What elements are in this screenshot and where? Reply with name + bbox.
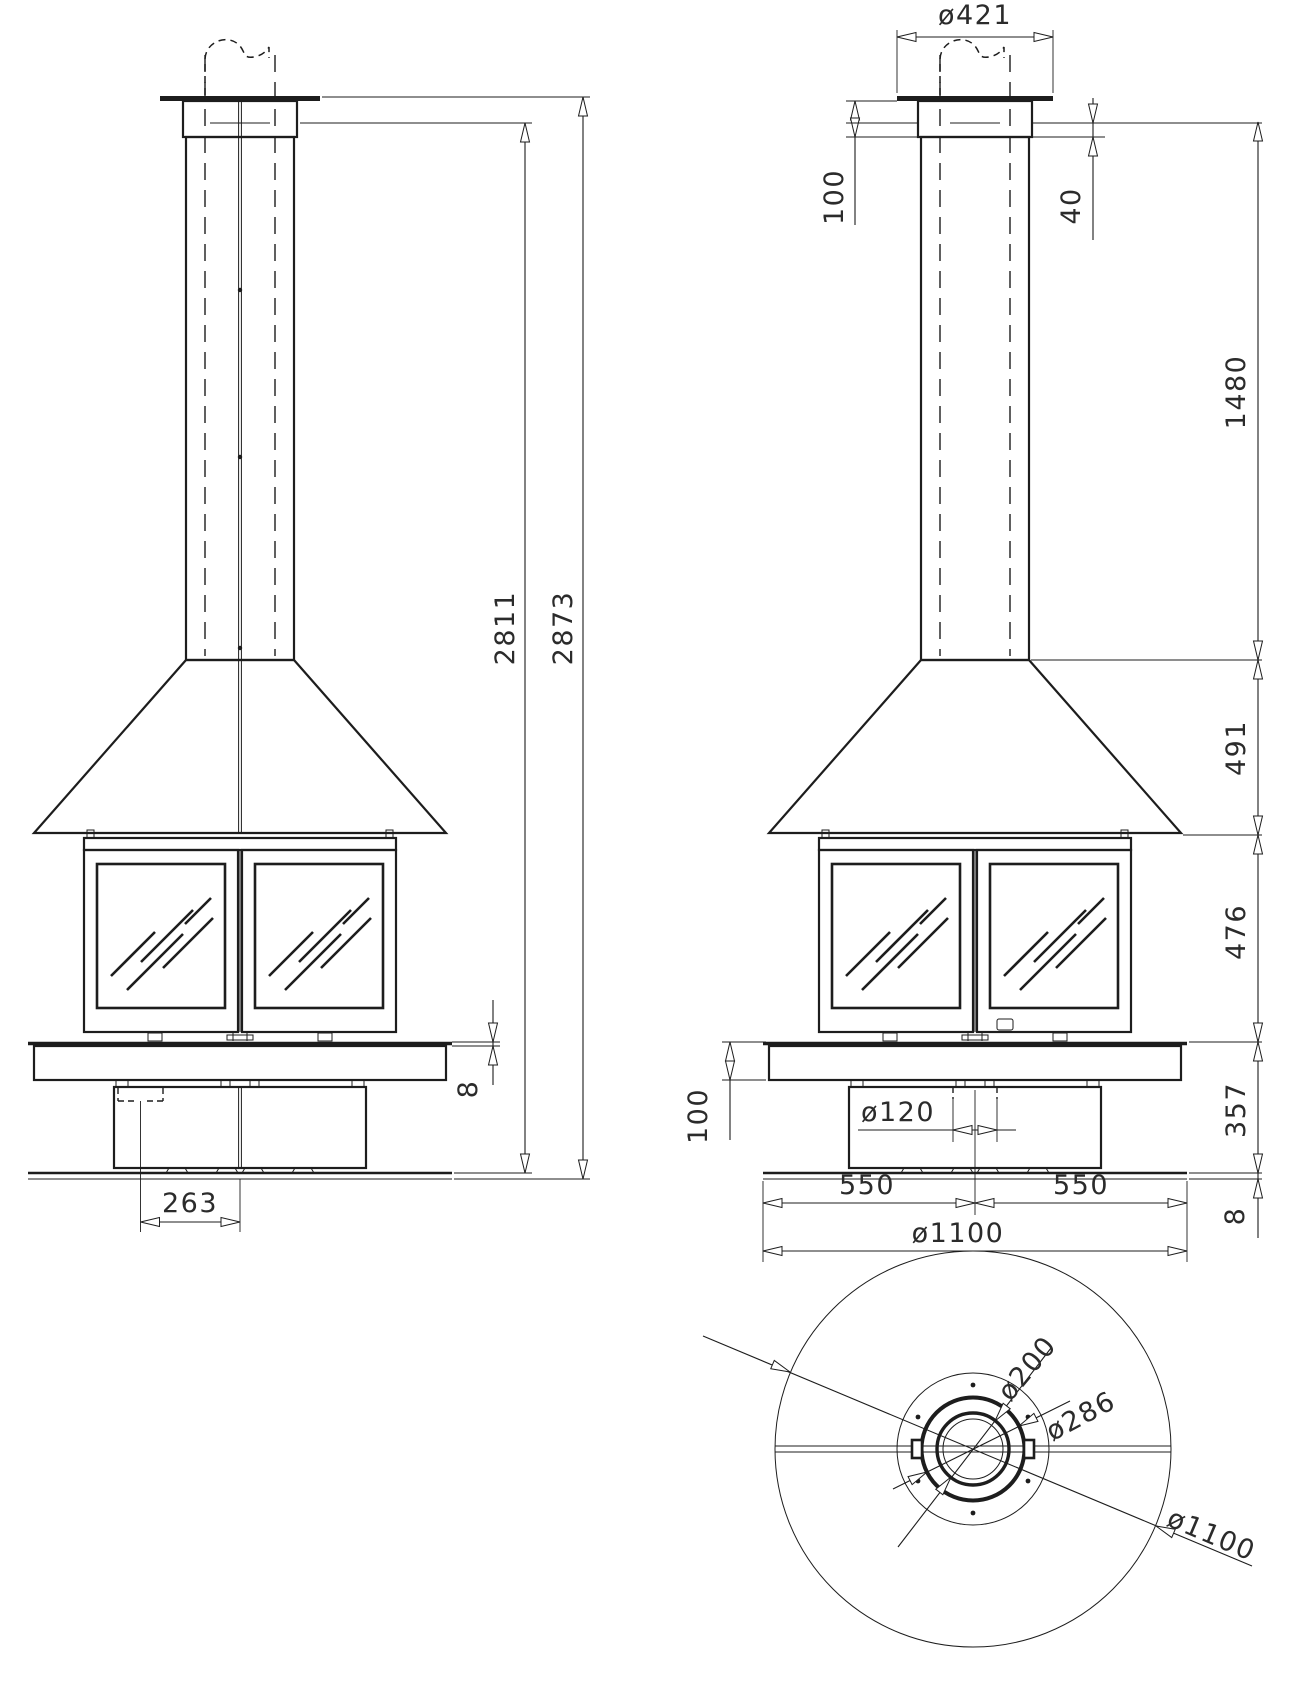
glass-pane-left [97,864,225,1008]
dim-label-263: 263 [161,1188,219,1219]
dim-label-2811: 2811 [490,590,521,666]
dim-flue-overlap [846,98,1262,240]
firebox-front [84,830,396,1041]
firebox-top-plate [819,838,1131,850]
glass-pane-left [832,864,960,1008]
plan-view [703,1251,1260,1647]
dim-label-8: 8 [453,1079,484,1099]
side-view [683,0,1263,1262]
pipe-collar [918,101,1032,137]
pipe-break-line [205,40,269,95]
dim-label-550-left: 550 [838,1170,896,1201]
dim-bench-plate [452,1000,500,1098]
dim-label-1100-plan: ø1100 [1162,1502,1261,1568]
pedestal-front [114,1087,366,1173]
dim-label-120: ø120 [860,1097,936,1128]
latch-tab-right [1024,1440,1034,1458]
dim-label-100: 100 [819,168,850,226]
door-latch [997,1019,1013,1030]
front-view [28,40,590,1232]
glass-reflection [1004,898,1106,990]
firebox-top-plate [84,838,396,850]
dim-label-357: 357 [1221,1081,1252,1139]
pipe-break-line [940,40,1004,95]
dim-heights [300,97,590,1179]
hood [34,660,446,833]
glass-pane-right [990,864,1118,1008]
glass-pane-right [255,864,383,1008]
dim-label-40: 40 [1056,187,1087,225]
glass-reflection [269,898,371,990]
bench-body [769,1046,1181,1080]
dim-label-476: 476 [1221,903,1252,961]
dim-label-8-floor: 8 [1220,1206,1251,1226]
chimney-pipe [186,137,294,660]
glass-reflection [846,898,948,990]
pipe-collar [183,101,297,137]
pedestal-body [114,1087,366,1168]
dim-label-1100-side: ø1100 [911,1218,1005,1249]
bench-side [763,1044,1187,1088]
hood [769,660,1181,833]
latch-tab-left [912,1440,922,1458]
dim-label-200: ø200 [991,1330,1064,1407]
dim-label-100-bench: 100 [683,1087,714,1145]
dim-plate-diameter [897,0,1053,93]
firebox-side [819,830,1131,1041]
dim-hole-offset [141,1101,241,1232]
dim-plate-drop [819,101,918,225]
dim-label-1480: 1480 [1221,354,1252,430]
bench-body [34,1046,446,1080]
dim-chain-right [1031,122,1263,1238]
dim-label-550-right: 550 [1052,1170,1110,1201]
bench-front [28,1044,452,1088]
dim-label-2873: 2873 [548,590,579,666]
dim-label-286: ø286 [1041,1385,1121,1448]
chimney-pipe [921,137,1029,660]
dim-label-421: ø421 [937,0,1013,31]
dim-label-491: 491 [1221,719,1252,777]
dim-bench-thickness [683,1042,766,1144]
glass-reflection [111,898,213,990]
